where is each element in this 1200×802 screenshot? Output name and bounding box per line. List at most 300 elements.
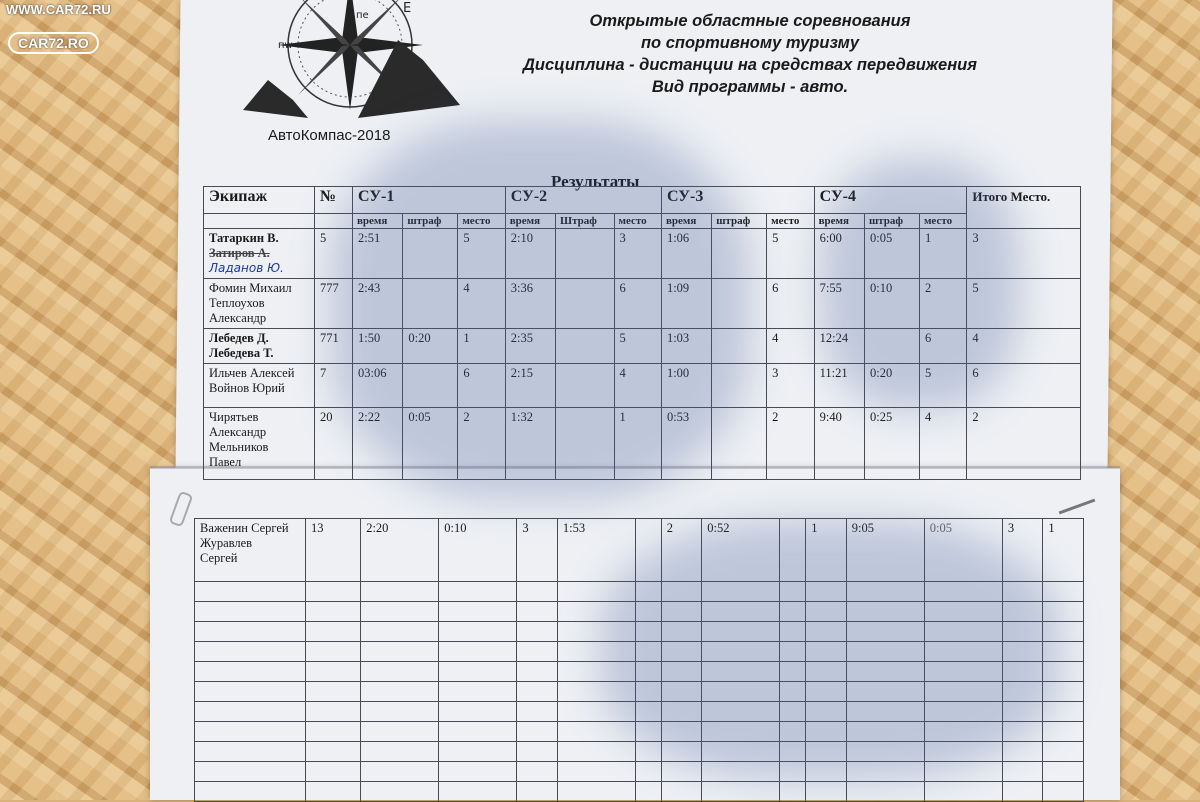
empty-cell bbox=[557, 782, 635, 802]
compass-letter-e: E bbox=[403, 1, 412, 16]
empty-cell bbox=[195, 722, 306, 742]
event-name: АвтоКомпас-2018 bbox=[268, 127, 391, 144]
empty-cell bbox=[557, 722, 635, 742]
result-cell: 5 bbox=[767, 229, 814, 279]
empty-cell bbox=[439, 782, 517, 802]
results-title: Результаты bbox=[551, 172, 640, 191]
header-line: Вид программы - авто. bbox=[651, 78, 849, 96]
total-place-cell: 2 bbox=[967, 408, 1081, 480]
empty-cell bbox=[924, 642, 1002, 662]
result-cell: 3 bbox=[767, 364, 814, 408]
result-cell: 2 bbox=[661, 519, 702, 582]
empty-cell bbox=[846, 742, 924, 762]
result-cell: 1 bbox=[919, 229, 966, 279]
empty-cell bbox=[780, 682, 806, 702]
result-cell: 4 bbox=[458, 279, 505, 329]
empty-cell bbox=[361, 702, 439, 722]
empty-cell bbox=[557, 682, 635, 702]
empty-cell bbox=[780, 622, 806, 642]
empty-cell bbox=[780, 762, 806, 782]
subheader-place: место bbox=[919, 214, 966, 229]
result-cell: 0:52 bbox=[702, 519, 780, 582]
result-cell: 12:24 bbox=[814, 329, 864, 364]
empty-cell bbox=[557, 742, 635, 762]
empty-cell bbox=[1002, 762, 1043, 782]
empty-cell bbox=[1043, 682, 1084, 702]
crew-cell bbox=[204, 408, 315, 480]
result-cell: 2 bbox=[919, 279, 966, 329]
crew-member-name: Александр bbox=[209, 425, 267, 439]
empty-cell bbox=[806, 782, 847, 802]
empty-cell bbox=[780, 742, 806, 762]
empty-cell bbox=[635, 602, 661, 622]
empty-cell bbox=[195, 642, 306, 662]
empty-cell bbox=[924, 742, 1002, 762]
crew-member-name: Павел bbox=[209, 455, 242, 469]
empty-cell bbox=[806, 582, 847, 602]
empty-cell bbox=[661, 682, 702, 702]
crew-cell bbox=[195, 519, 306, 582]
empty-cell bbox=[924, 682, 1002, 702]
empty-cell bbox=[195, 782, 306, 802]
result-cell bbox=[556, 279, 615, 329]
compass-logo-icon bbox=[238, 0, 463, 120]
table-row bbox=[204, 229, 1081, 279]
subheader-place: место bbox=[767, 214, 814, 229]
header-line: Дисциплина - дистанции на средствах передвижения bbox=[523, 56, 977, 74]
empty-cell bbox=[517, 642, 558, 662]
empty-cell bbox=[635, 782, 661, 802]
empty-cell bbox=[702, 582, 780, 602]
empty-cell bbox=[306, 622, 361, 642]
result-cell: 1:50 bbox=[352, 329, 402, 364]
result-cell: 0:10 bbox=[864, 279, 919, 329]
empty-cell bbox=[439, 582, 517, 602]
empty-cell bbox=[635, 662, 661, 682]
empty-table-row bbox=[195, 682, 1084, 702]
table-header-row bbox=[204, 187, 1081, 214]
table-row bbox=[195, 519, 1084, 582]
crew-member-name: Затиров А. bbox=[209, 246, 270, 260]
empty-cell bbox=[846, 782, 924, 802]
empty-cell bbox=[635, 642, 661, 662]
subheader-empty bbox=[204, 214, 315, 229]
result-cell: 1 bbox=[806, 519, 847, 582]
result-cell: 2 bbox=[458, 408, 505, 480]
empty-cell bbox=[635, 722, 661, 742]
subheader-time: время bbox=[352, 214, 402, 229]
empty-cell bbox=[557, 602, 635, 622]
result-cell: 3 bbox=[1002, 519, 1043, 582]
empty-cell bbox=[517, 782, 558, 802]
empty-cell bbox=[306, 642, 361, 662]
result-cell bbox=[712, 279, 767, 329]
crew-member-name: Мельников bbox=[209, 440, 269, 454]
result-cell bbox=[556, 329, 615, 364]
empty-cell bbox=[306, 722, 361, 742]
empty-cell bbox=[557, 582, 635, 602]
empty-cell bbox=[361, 682, 439, 702]
empty-cell bbox=[661, 782, 702, 802]
empty-cell bbox=[1043, 782, 1084, 802]
empty-cell bbox=[806, 682, 847, 702]
empty-cell bbox=[557, 662, 635, 682]
empty-cell bbox=[557, 702, 635, 722]
empty-cell bbox=[635, 702, 661, 722]
empty-cell bbox=[806, 762, 847, 782]
empty-cell bbox=[361, 662, 439, 682]
header-stage-4: СУ-4 bbox=[814, 187, 967, 214]
empty-cell bbox=[361, 622, 439, 642]
empty-cell bbox=[1002, 642, 1043, 662]
result-cell: 2 bbox=[767, 408, 814, 480]
crew-number-cell: 20 bbox=[315, 408, 353, 480]
empty-cell bbox=[517, 702, 558, 722]
empty-cell bbox=[635, 742, 661, 762]
empty-cell bbox=[702, 782, 780, 802]
empty-cell bbox=[306, 682, 361, 702]
watermark-logo: CAR72.RO bbox=[8, 32, 99, 54]
result-cell: 4 bbox=[614, 364, 661, 408]
result-cell: 2:10 bbox=[505, 229, 555, 279]
empty-cell bbox=[924, 702, 1002, 722]
subheader-place: место bbox=[614, 214, 661, 229]
result-cell: 1:06 bbox=[661, 229, 711, 279]
empty-cell bbox=[361, 762, 439, 782]
empty-cell bbox=[661, 742, 702, 762]
empty-cell bbox=[635, 682, 661, 702]
empty-cell bbox=[1043, 662, 1084, 682]
crew-number-cell: 771 bbox=[315, 329, 353, 364]
empty-cell bbox=[1002, 622, 1043, 642]
empty-cell bbox=[361, 642, 439, 662]
header-line: по спортивному туризму bbox=[640, 34, 860, 52]
compass-letter-ne: пе bbox=[356, 10, 369, 21]
crew-member-name: Войнов Юрий bbox=[209, 381, 285, 395]
empty-cell bbox=[924, 582, 1002, 602]
empty-cell bbox=[924, 662, 1002, 682]
compass-letter-nw: пw bbox=[278, 40, 293, 51]
empty-cell bbox=[439, 642, 517, 662]
empty-cell bbox=[924, 602, 1002, 622]
result-cell: 5 bbox=[919, 364, 966, 408]
result-cell: 0:20 bbox=[864, 364, 919, 408]
empty-table-row bbox=[195, 762, 1084, 782]
result-cell: 9:40 bbox=[814, 408, 864, 480]
empty-cell bbox=[661, 622, 702, 642]
result-cell: 6 bbox=[767, 279, 814, 329]
empty-cell bbox=[924, 722, 1002, 742]
result-cell bbox=[864, 329, 919, 364]
results-table-continued bbox=[194, 518, 1084, 802]
empty-cell bbox=[1043, 762, 1084, 782]
empty-cell bbox=[557, 622, 635, 642]
header-stage-2: СУ-2 bbox=[505, 187, 661, 214]
crew-cell bbox=[204, 364, 315, 408]
result-cell bbox=[635, 519, 661, 582]
empty-cell bbox=[924, 762, 1002, 782]
result-cell: 3:36 bbox=[505, 279, 555, 329]
crew-number-cell: 7 bbox=[315, 364, 353, 408]
crew-member-name: Лебедев Д. bbox=[209, 331, 269, 345]
empty-cell bbox=[306, 662, 361, 682]
empty-cell bbox=[702, 622, 780, 642]
competition-header bbox=[500, 10, 1000, 98]
empty-cell bbox=[195, 762, 306, 782]
result-cell bbox=[556, 364, 615, 408]
empty-cell bbox=[635, 762, 661, 782]
empty-cell bbox=[195, 702, 306, 722]
empty-cell bbox=[1002, 742, 1043, 762]
crew-member-name: Ильчев Алексей bbox=[209, 366, 295, 380]
empty-cell bbox=[195, 742, 306, 762]
result-cell: 2:22 bbox=[352, 408, 402, 480]
crew-number-cell: 5 bbox=[315, 229, 353, 279]
empty-cell bbox=[702, 662, 780, 682]
result-cell: 2:51 bbox=[352, 229, 402, 279]
empty-cell bbox=[661, 702, 702, 722]
result-cell: 1 bbox=[458, 329, 505, 364]
empty-cell bbox=[806, 722, 847, 742]
crew-cell bbox=[204, 229, 315, 279]
empty-cell bbox=[306, 782, 361, 802]
result-cell: 1 bbox=[614, 408, 661, 480]
empty-cell bbox=[306, 582, 361, 602]
result-cell: 1:53 bbox=[557, 519, 635, 582]
empty-cell bbox=[195, 662, 306, 682]
empty-cell bbox=[1002, 702, 1043, 722]
subheader-penalty: штраф bbox=[403, 214, 458, 229]
result-cell: 0:10 bbox=[439, 519, 517, 582]
crew-member-name: Чирятьев bbox=[209, 410, 259, 424]
result-cell bbox=[403, 364, 458, 408]
result-cell bbox=[403, 279, 458, 329]
empty-cell bbox=[780, 582, 806, 602]
empty-cell bbox=[702, 682, 780, 702]
empty-cell bbox=[557, 642, 635, 662]
empty-cell bbox=[439, 682, 517, 702]
empty-cell bbox=[846, 682, 924, 702]
subheader-time: время bbox=[505, 214, 555, 229]
empty-cell bbox=[846, 722, 924, 742]
empty-cell bbox=[306, 742, 361, 762]
handwritten-correction: Ладанов Ю. bbox=[209, 261, 284, 275]
empty-table-row bbox=[195, 582, 1084, 602]
result-cell: 0:20 bbox=[403, 329, 458, 364]
result-cell: 2:15 bbox=[505, 364, 555, 408]
empty-cell bbox=[517, 622, 558, 642]
result-cell: 0:53 bbox=[661, 408, 711, 480]
empty-cell bbox=[702, 762, 780, 782]
empty-cell bbox=[439, 762, 517, 782]
empty-table-row bbox=[195, 622, 1084, 642]
empty-cell bbox=[661, 602, 702, 622]
empty-cell bbox=[1043, 742, 1084, 762]
empty-cell bbox=[1043, 642, 1084, 662]
empty-cell bbox=[924, 782, 1002, 802]
empty-cell bbox=[1043, 622, 1084, 642]
result-cell: 5 bbox=[458, 229, 505, 279]
empty-cell bbox=[195, 602, 306, 622]
empty-table-row bbox=[195, 662, 1084, 682]
empty-cell bbox=[439, 602, 517, 622]
empty-cell bbox=[517, 762, 558, 782]
empty-cell bbox=[635, 582, 661, 602]
empty-cell bbox=[306, 602, 361, 622]
empty-cell bbox=[439, 622, 517, 642]
empty-cell bbox=[439, 742, 517, 762]
empty-cell bbox=[517, 742, 558, 762]
total-place-cell: 4 bbox=[967, 329, 1081, 364]
empty-cell bbox=[1002, 722, 1043, 742]
subheader-penalty: штраф bbox=[864, 214, 919, 229]
result-cell: 1:09 bbox=[661, 279, 711, 329]
total-place-cell: 3 bbox=[967, 229, 1081, 279]
empty-cell bbox=[1002, 582, 1043, 602]
empty-cell bbox=[780, 702, 806, 722]
result-cell: 3 bbox=[517, 519, 558, 582]
table-row bbox=[204, 408, 1081, 480]
total-place-cell: 5 bbox=[967, 279, 1081, 329]
empty-cell bbox=[846, 702, 924, 722]
crew-cell bbox=[204, 279, 315, 329]
empty-cell bbox=[1043, 702, 1084, 722]
result-cell: 9:05 bbox=[846, 519, 924, 582]
empty-cell bbox=[702, 702, 780, 722]
empty-cell bbox=[195, 622, 306, 642]
result-cell bbox=[712, 229, 767, 279]
result-cell bbox=[712, 364, 767, 408]
empty-cell bbox=[661, 662, 702, 682]
table-row bbox=[204, 364, 1081, 408]
empty-cell bbox=[635, 622, 661, 642]
empty-table-row bbox=[195, 742, 1084, 762]
empty-cell bbox=[806, 702, 847, 722]
empty-cell bbox=[557, 762, 635, 782]
empty-cell bbox=[661, 642, 702, 662]
subheader-penalty: Штраф bbox=[556, 214, 615, 229]
result-cell: 6 bbox=[919, 329, 966, 364]
header-total: Итого Место. bbox=[967, 187, 1081, 229]
empty-cell bbox=[361, 782, 439, 802]
result-cell: 2:20 bbox=[361, 519, 439, 582]
empty-cell bbox=[702, 722, 780, 742]
crew-member-name: Важенин Сергей bbox=[200, 521, 289, 535]
result-cell bbox=[780, 519, 806, 582]
table-row bbox=[204, 329, 1081, 364]
header-line: Открытые областные соревнования bbox=[589, 12, 911, 30]
empty-cell bbox=[1002, 682, 1043, 702]
empty-cell bbox=[195, 682, 306, 702]
result-cell bbox=[556, 408, 615, 480]
empty-cell bbox=[306, 702, 361, 722]
empty-cell bbox=[806, 662, 847, 682]
empty-cell bbox=[806, 642, 847, 662]
result-cell: 5 bbox=[614, 329, 661, 364]
empty-cell bbox=[361, 722, 439, 742]
empty-cell bbox=[702, 602, 780, 622]
empty-cell bbox=[846, 642, 924, 662]
empty-table-row bbox=[195, 722, 1084, 742]
empty-cell bbox=[661, 762, 702, 782]
empty-cell bbox=[517, 722, 558, 742]
total-place-cell: 1 bbox=[1043, 519, 1084, 582]
total-place-cell: 6 bbox=[967, 364, 1081, 408]
empty-cell bbox=[1043, 722, 1084, 742]
result-cell: 1:32 bbox=[505, 408, 555, 480]
empty-cell bbox=[195, 582, 306, 602]
result-cell: 0:25 bbox=[864, 408, 919, 480]
empty-cell bbox=[780, 602, 806, 622]
result-cell: 6:00 bbox=[814, 229, 864, 279]
subheader-time: время bbox=[661, 214, 711, 229]
crew-member-name: Александр bbox=[209, 311, 267, 325]
empty-cell bbox=[846, 762, 924, 782]
empty-cell bbox=[780, 642, 806, 662]
empty-cell bbox=[1002, 662, 1043, 682]
empty-cell bbox=[846, 602, 924, 622]
result-cell: 6 bbox=[614, 279, 661, 329]
crew-member-name: Лебедева Т. bbox=[209, 346, 274, 360]
result-cell: 2:43 bbox=[352, 279, 402, 329]
empty-cell bbox=[1043, 582, 1084, 602]
empty-cell bbox=[517, 662, 558, 682]
empty-cell bbox=[846, 662, 924, 682]
empty-cell bbox=[439, 702, 517, 722]
crew-member-name: Журавлев bbox=[200, 536, 253, 550]
header-number: № bbox=[315, 187, 353, 214]
crew-member-name: Сергей bbox=[200, 551, 238, 565]
empty-table-row bbox=[195, 702, 1084, 722]
result-cell: 03:06 bbox=[352, 364, 402, 408]
result-cell: 0:05 bbox=[924, 519, 1002, 582]
empty-cell bbox=[806, 622, 847, 642]
result-cell: 1:03 bbox=[661, 329, 711, 364]
empty-cell bbox=[924, 622, 1002, 642]
result-cell: 4 bbox=[919, 408, 966, 480]
crew-member-name: Татаркин В. bbox=[209, 231, 279, 245]
result-cell: 11:21 bbox=[814, 364, 864, 408]
empty-cell bbox=[661, 582, 702, 602]
header-stage-3: СУ-3 bbox=[661, 187, 814, 214]
result-cell: 2:35 bbox=[505, 329, 555, 364]
empty-cell bbox=[1002, 782, 1043, 802]
empty-cell bbox=[361, 602, 439, 622]
result-cell: 0:05 bbox=[403, 408, 458, 480]
empty-cell bbox=[846, 582, 924, 602]
result-cell: 0:05 bbox=[864, 229, 919, 279]
empty-cell bbox=[702, 642, 780, 662]
result-cell bbox=[403, 229, 458, 279]
watermark-url: WWW.CAR72.RU bbox=[6, 2, 111, 17]
result-cell: 7:55 bbox=[814, 279, 864, 329]
header-stage-1: СУ-1 bbox=[352, 187, 505, 214]
crew-cell bbox=[204, 329, 315, 364]
result-cell bbox=[712, 408, 767, 480]
result-cell: 1:00 bbox=[661, 364, 711, 408]
empty-cell bbox=[780, 722, 806, 742]
empty-cell bbox=[1002, 602, 1043, 622]
subheader-place: место bbox=[458, 214, 505, 229]
empty-table-row bbox=[195, 642, 1084, 662]
empty-cell bbox=[1043, 602, 1084, 622]
crew-member-name: Теплоухов bbox=[209, 296, 265, 310]
empty-cell bbox=[780, 662, 806, 682]
table-subheader-row bbox=[204, 214, 1081, 229]
empty-cell bbox=[306, 762, 361, 782]
empty-cell bbox=[517, 602, 558, 622]
result-cell bbox=[712, 329, 767, 364]
